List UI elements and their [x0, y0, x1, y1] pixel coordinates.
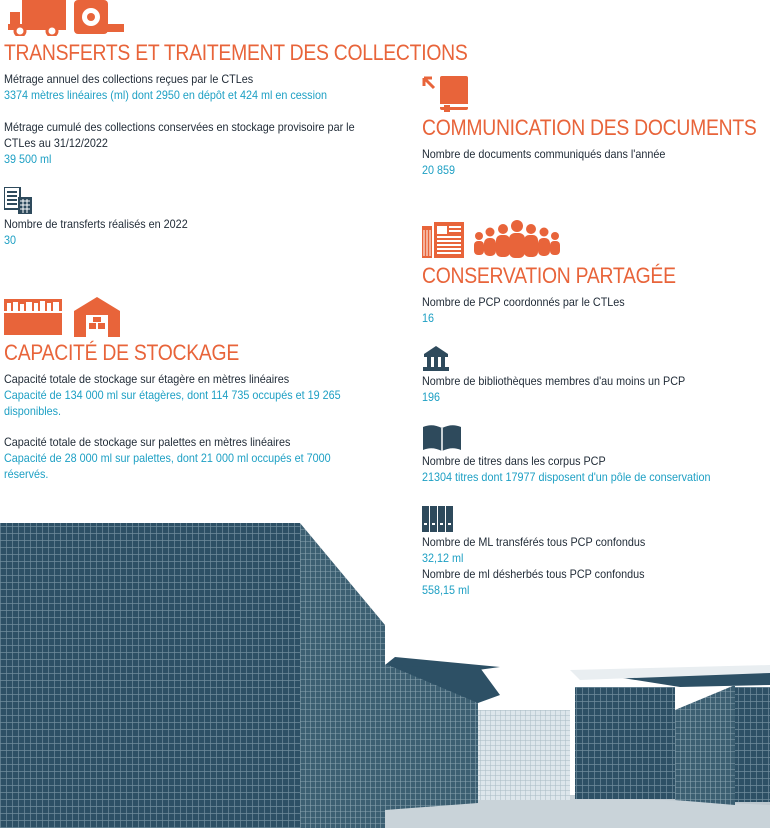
bibliotheques-label: Nombre de bibliothèques membres d'au moins un PCP	[422, 374, 686, 388]
capacite-palettes-value-line2: réservés.	[4, 467, 49, 481]
pcp-count-value: 16	[422, 311, 435, 325]
metrage-cumule-label-line1: Métrage cumulé des collections conservées en stockage provisoire par le	[4, 120, 355, 134]
building-illustration	[0, 505, 770, 828]
metrage-cumule-value: 39 500 ml	[4, 152, 52, 166]
transferts-count-label: Nombre de transferts réalisés en 2022	[4, 217, 188, 231]
capacite-palettes-value-line1: Capacité de 28 000 ml sur palettes, dont 21 000 ml occupés et 7000	[4, 451, 331, 465]
warehouse-icon	[74, 297, 120, 337]
section-title-conservation: CONSERVATION PARTAGÉE	[422, 263, 676, 288]
group-people-icon	[474, 220, 560, 258]
binders-icon	[422, 506, 454, 532]
ml-transferes-label: Nombre de ML transférés tous PCP confondus	[422, 535, 646, 549]
ml-transferes-value: 32,12 ml	[422, 551, 464, 565]
pcp-count-label: Nombre de PCP coordonnés par le CTLes	[422, 295, 625, 309]
capacite-palettes-label: Capacité totale de stockage sur palettes en mètres linéaires	[4, 435, 291, 449]
capacite-etagere-value-line1: Capacité de 134 000 ml sur étagères, dont 114 735 occupés et 19 265	[4, 388, 341, 402]
calculator-document-icon	[4, 187, 36, 215]
ml-desherbes-label: Nombre de ml désherbés tous PCP confondus	[422, 567, 645, 581]
ml-desherbes-value: 558,15 ml	[422, 583, 470, 597]
capacite-etagere-label: Capacité totale de stockage sur étagère en mètres linéaires	[4, 372, 290, 386]
newspaper-icon	[422, 222, 466, 258]
section-title-communication: COMMUNICATION DES DOCUMENTS	[422, 115, 757, 140]
metrage-annuel-value: 3374 mètres linéaires (ml) dont 2950 en dépôt et 424 ml en cession	[4, 88, 327, 102]
metrage-cumule-label-line2: CTLes au 31/12/2022	[4, 136, 108, 150]
shelves-icon	[4, 299, 64, 335]
titres-value: 21304 titres dont 17977 disposent d'un pôle de conservation	[422, 470, 711, 484]
book-arrow-icon	[422, 76, 470, 112]
section-title-capacite: CAPACITÉ DE STOCKAGE	[4, 340, 239, 365]
communication-label: Nombre de documents communiqués dans l'année	[422, 147, 666, 161]
transferts-count-value: 30	[4, 233, 17, 247]
tape-measure-icon	[74, 0, 124, 36]
communication-value: 20 859	[422, 163, 456, 177]
bibliotheques-value: 196	[422, 390, 441, 404]
open-book-icon	[422, 424, 462, 452]
truck-icon	[8, 0, 66, 36]
capacite-etagere-value-line2: disponibles.	[4, 404, 62, 418]
library-building-icon	[422, 345, 450, 371]
titres-label: Nombre de titres dans les corpus PCP	[422, 454, 606, 468]
section-title-transferts: TRANSFERTS ET TRAITEMENT DES COLLECTIONS	[4, 40, 468, 65]
metrage-annuel-label: Métrage annuel des collections reçues par le CTLes	[4, 72, 254, 86]
